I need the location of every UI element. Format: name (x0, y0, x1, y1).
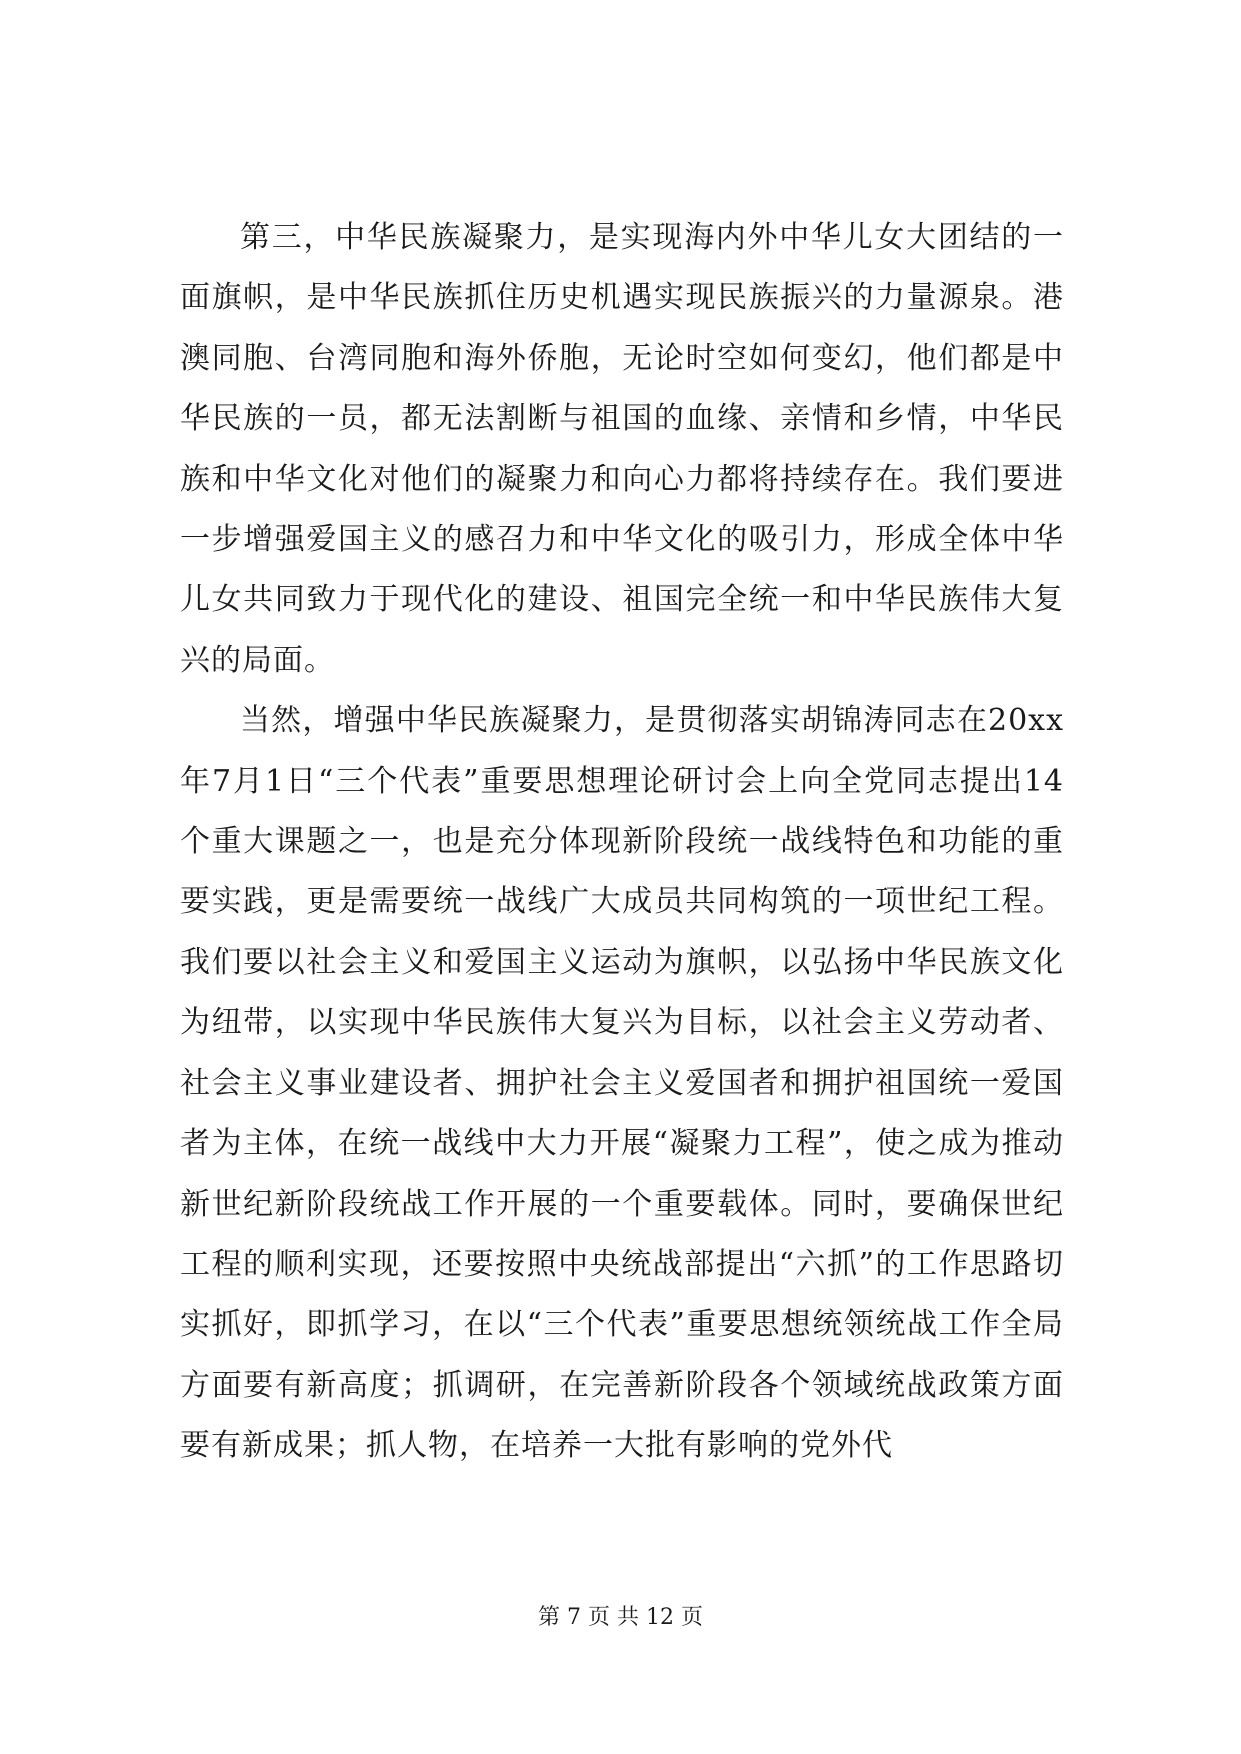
document-body (180, 208, 1064, 1477)
paragraph-2: 当然，增强中华民族凝聚力，是贯彻落实胡锦涛同志在20xx年7月1日“三个代表”重要思想理论研讨会上向全党同志提出14个重大课题之一，也是充分体现新阶段统一战线特色和功能的重要实践，更是需要统一战线广大成员共同构筑的一项世纪工程。我们要以社会主义和爱国主义运动为旗帜，以弘扬中华民族文化为纽带，以实现中华民族伟大复兴为目标，以社会主义劳动者、社会主义事业建设者、拥护社会主义爱国者和拥护祖国统一爱国者为主体，在统一战线中大力开展“凝聚力工程”，使之成为推动新世纪新阶段统战工作开展的一个重要载体。同时，要确保世纪工程的顺利实现，还要按照中央统战部提出“六抓”的工作思路切实抓好，即抓学习，在以“三个代表”重要思想统领统战工作全局方面要有新高度；抓调研，在完善新阶段各个领域统战政策方面要有新成果；抓人物，在培养一大批有影响的党外代 (180, 703, 1064, 1464)
paragraph-1: 第三，中华民族凝聚力，是实现海内外中华儿女大团结的一面旗帜，是中华民族抓住历史机遇实现民族振兴的力量源泉。港澳同胞、台湾同胞和海外侨胞，无论时空如何变幻，他们都是中华民族的一员，都无法割断与祖国的血缘、亲情和乡情，中华民族和中华文化对他们的凝聚力和向心力都将持续存在。我们要进一步增强爱国主义的感召力和中华文化的吸引力，形成全体中华儿女共同致力于现代化的建设、祖国完全统一和中华民族伟大复兴的局面。 (180, 220, 1064, 678)
page-footer: 第 7 页 共 12 页 (538, 1605, 703, 1630)
